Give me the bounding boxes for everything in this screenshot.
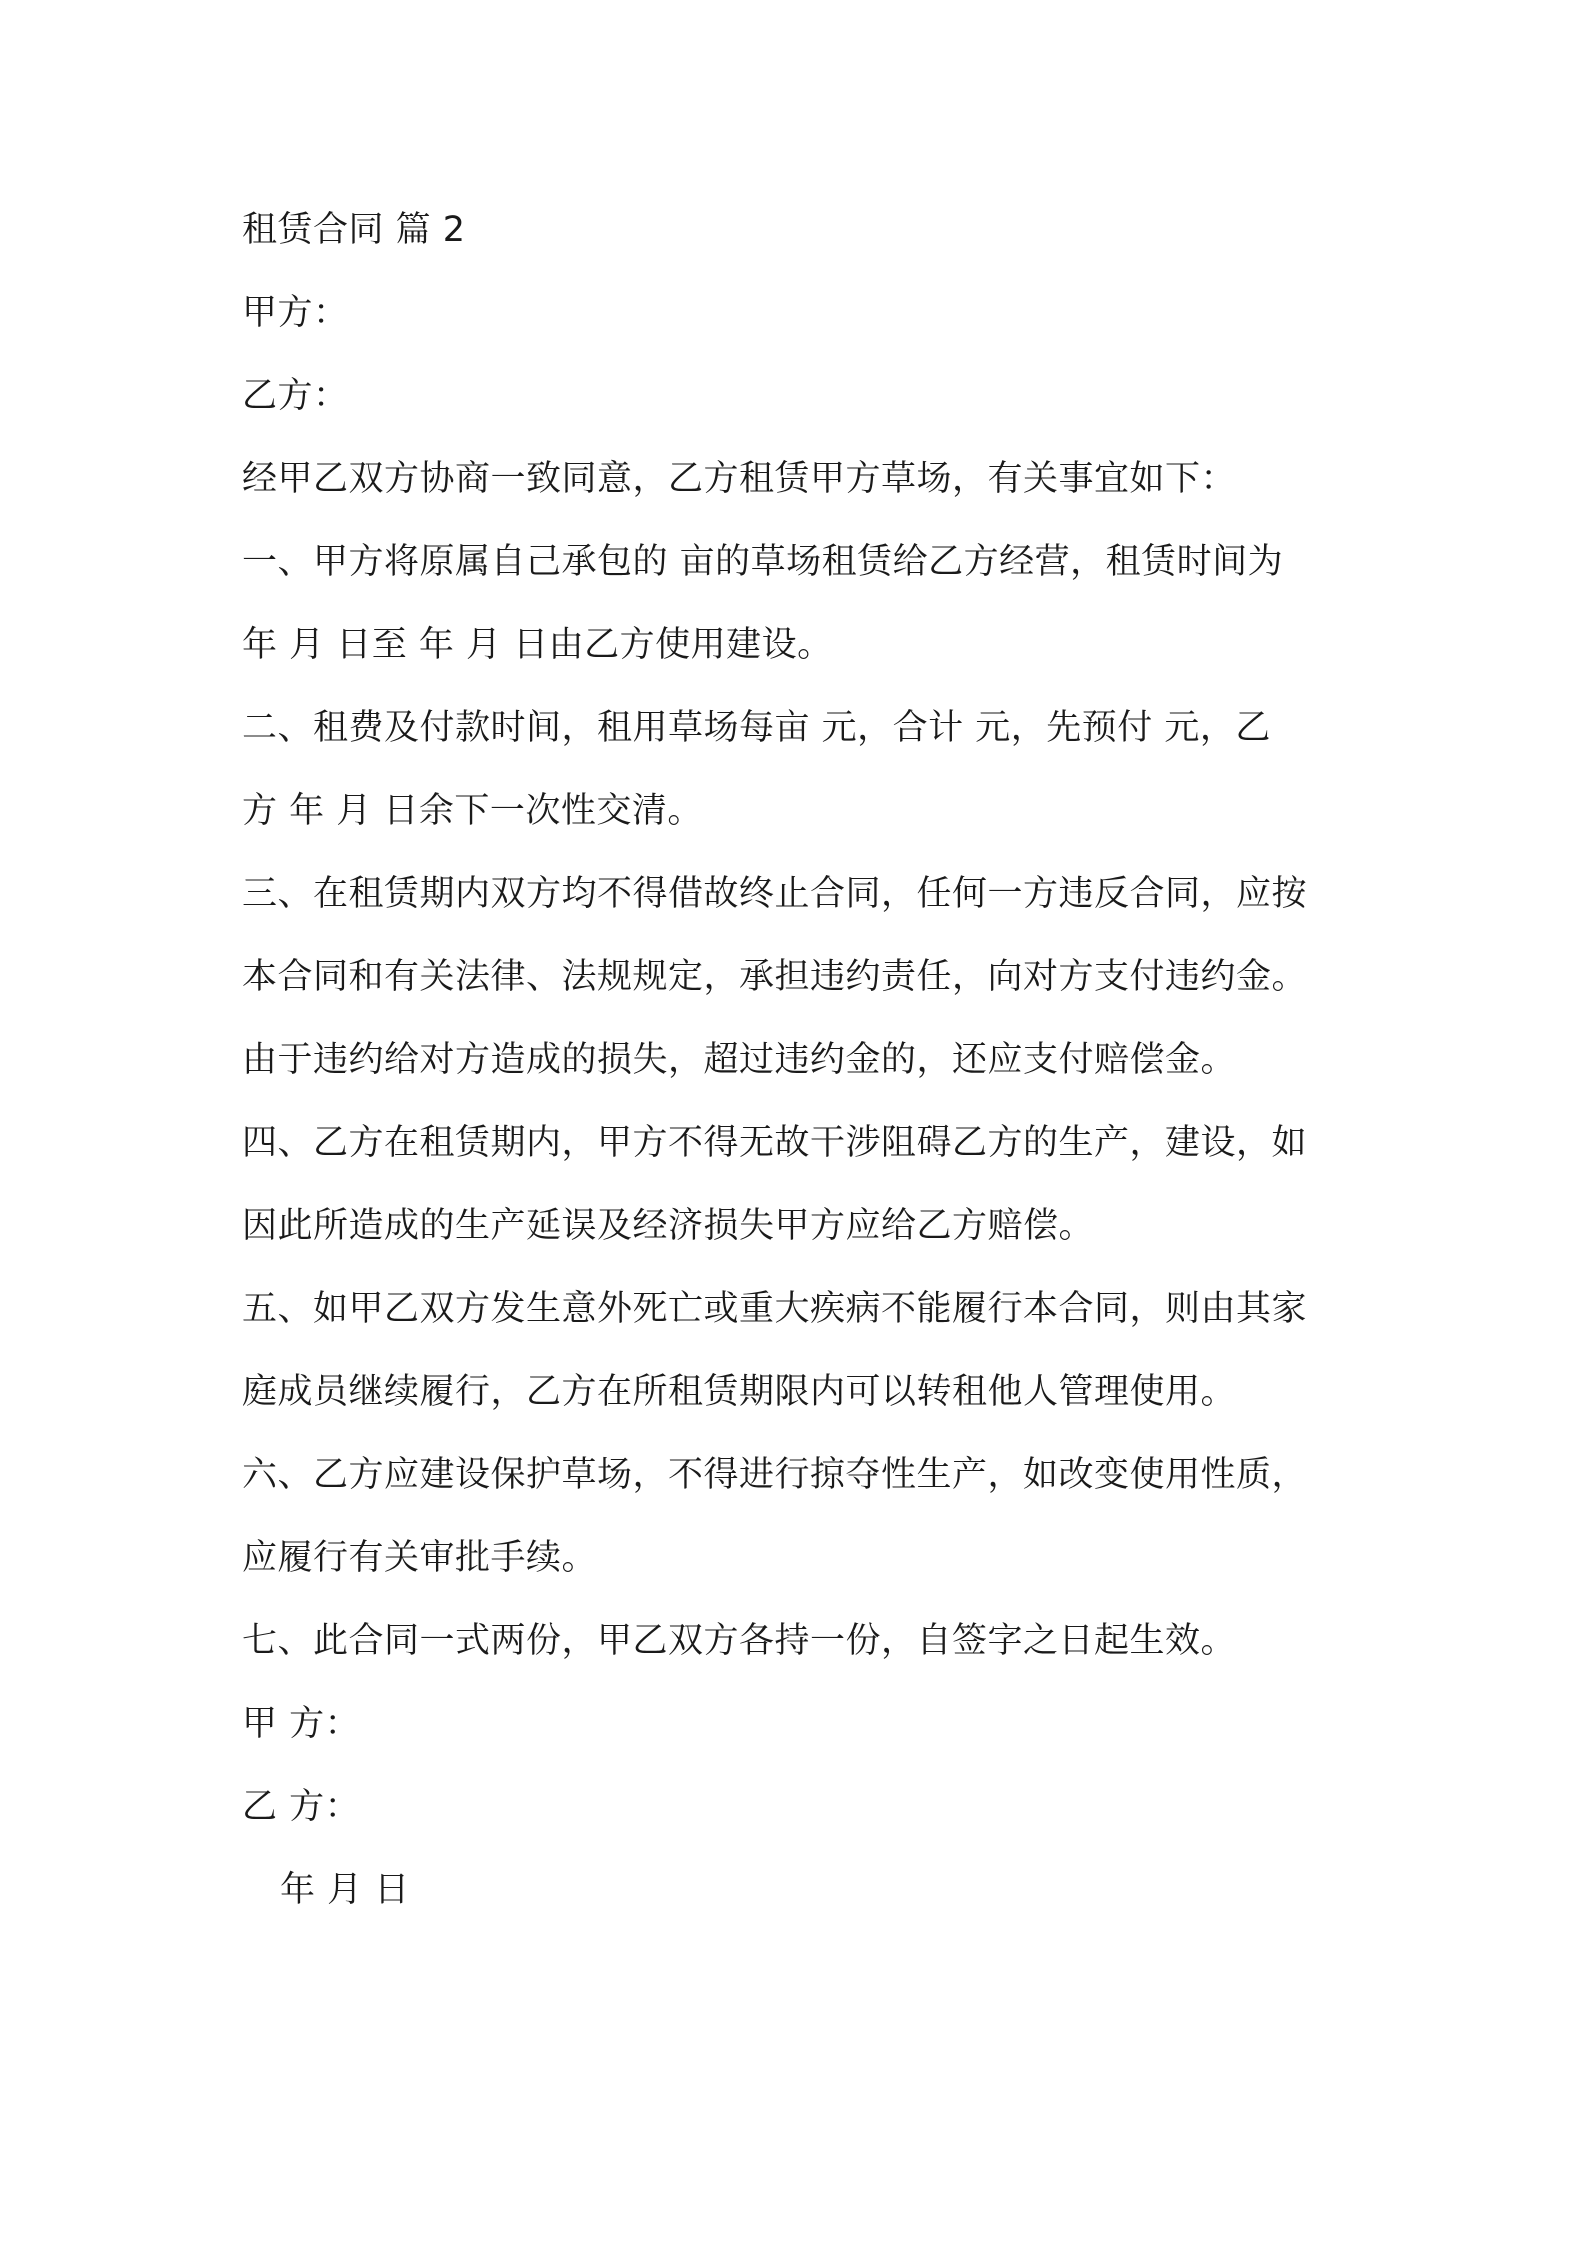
intro-paragraph: 经甲乙双方协商一致同意，乙方租赁甲方草场，有关事宜如下： — [242, 459, 1237, 499]
signature-date: 年 月 日 — [280, 1870, 410, 1910]
clause-4-line-2: 因此所造成的生产延误及经济损失甲方应给乙方赔偿。 — [242, 1206, 1095, 1246]
clause-7: 七、此合同一式两份，甲乙双方各持一份，自签字之日起生效。 — [242, 1621, 1237, 1661]
clause-3-line-3: 由于违约给对方造成的损失，超过违约金的，还应支付赔偿金。 — [242, 1040, 1237, 1080]
clause-4-line-1: 四、乙方在租赁期内，甲方不得无故干涉阻碍乙方的生产，建设，如 — [242, 1123, 1308, 1163]
clause-6-line-1: 六、乙方应建设保护草场，不得进行掠夺性生产，如改变使用性质， — [242, 1455, 1308, 1495]
party-a-label: 甲方： — [242, 293, 349, 333]
document-title: 租赁合同 篇 2 — [242, 210, 466, 250]
clause-1-line-2: 年 月 日至 年 月 日由乙方使用建设。 — [242, 625, 833, 665]
signature-party-b: 乙 方： — [242, 1787, 361, 1827]
party-b-label: 乙方： — [242, 376, 349, 416]
clause-1-line-1: 一、甲方将原属自己承包的 亩的草场租赁给乙方经营，租赁时间为 — [242, 542, 1284, 582]
clause-2-line-1: 二、租费及付款时间，租用草场每亩 元，合计 元，先预付 元，乙 — [242, 708, 1271, 748]
clause-3-line-1: 三、在租赁期内双方均不得借故终止合同，任何一方违反合同，应按 — [242, 874, 1308, 914]
clause-5-line-2: 庭成员继续履行，乙方在所租赁期限内可以转租他人管理使用。 — [242, 1372, 1237, 1412]
clause-5-line-1: 五、如甲乙双方发生意外死亡或重大疾病不能履行本合同，则由其家 — [242, 1289, 1308, 1329]
clause-2-line-2: 方 年 月 日余下一次性交清。 — [242, 791, 703, 831]
signature-party-a: 甲 方： — [242, 1704, 361, 1744]
clause-3-line-2: 本合同和有关法律、法规规定，承担违约责任，向对方支付违约金。 — [242, 957, 1308, 997]
clause-6-line-2: 应履行有关审批手续。 — [242, 1538, 598, 1578]
